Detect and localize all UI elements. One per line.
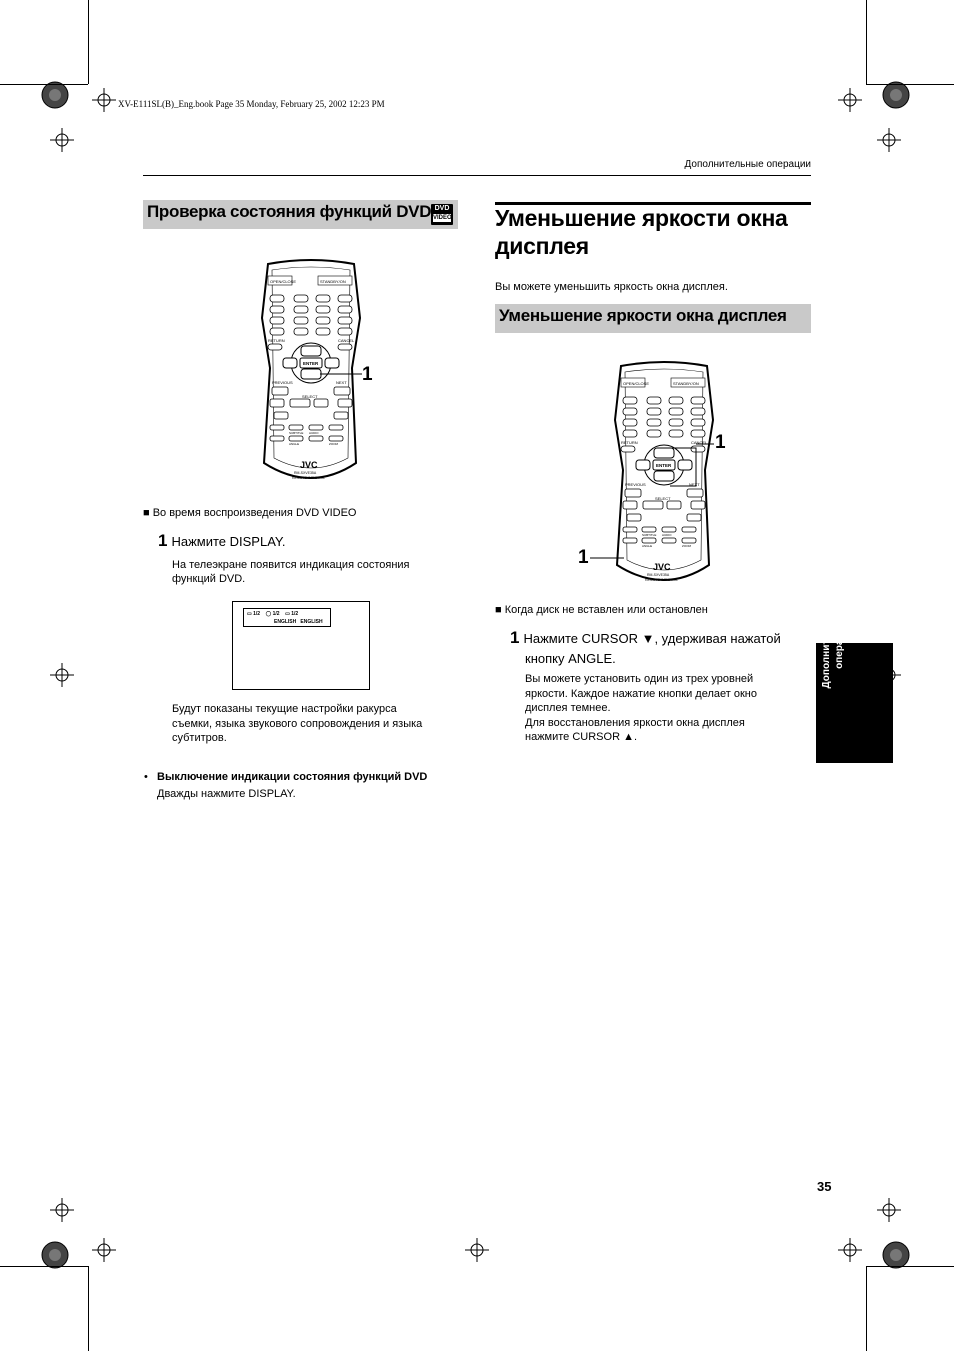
trim-line-top-right-v [866, 0, 867, 84]
zoom-label: ZOOM [329, 442, 338, 446]
enter-label: ENTER [656, 463, 672, 468]
left-step-desc-1: На телеэкране появится индикация состояния [172, 559, 410, 571]
side-tab-label: Дополнительные операции [821, 601, 845, 689]
left-step-1-number: 1 [158, 531, 168, 550]
right-step-1-number: 1 [510, 628, 520, 647]
enter-label: ENTER [303, 361, 319, 366]
page-title [495, 204, 811, 260]
callout-line-angle [590, 553, 624, 563]
trim-line-top-left-v [88, 0, 89, 84]
open-close-label: OPEN/CLOSE [270, 279, 297, 284]
crosshair-mark-right-upper [877, 128, 901, 152]
audio-label: AUDIO [662, 533, 672, 537]
dvd-video-badge [431, 204, 453, 225]
page-number: 35 [817, 1179, 832, 1194]
page-title-line-2: дисплея [495, 233, 589, 259]
left-section-title: Проверка состояния функций DVD [147, 202, 432, 221]
standby-label: STANDBY/ON [320, 279, 346, 284]
right-desc-4: Для восстановления яркости окна дисплея [525, 717, 745, 729]
crosshair-mark-bottom-center [465, 1238, 489, 1262]
remote-caption: REMOTE CONTROL [645, 578, 679, 582]
previous-label: PREVIOUS [625, 482, 646, 487]
model-label: RM-SXVE35A [294, 471, 317, 475]
callout-line-left [320, 369, 362, 379]
crosshair-mark-left-upper [50, 128, 74, 152]
right-intro: Вы можете уменьшить яркость окна дисплея. [495, 281, 728, 293]
right-section-band [495, 304, 811, 333]
badge-bottom: VIDEO [433, 215, 452, 221]
trim-line-bottom-right [866, 1266, 954, 1267]
crosshair-mark-left-middle [50, 663, 74, 687]
trim-line-top-right [866, 84, 954, 85]
crosshair-mark-left-lower [50, 1198, 74, 1222]
previous-label: PREVIOUS [272, 380, 293, 385]
select-label: SELECT [302, 394, 318, 399]
left-step-1-text: Нажмите DISPLAY. [171, 534, 286, 549]
audio-label: AUDIO [309, 431, 319, 435]
remote-caption: REMOTE CONTROL [292, 476, 326, 480]
right-callout-angle: 1 [578, 547, 589, 568]
trim-line-bottom-left-v [88, 1266, 89, 1351]
right-desc-3: дисплея темнее. [525, 702, 611, 714]
crosshair-mark-bottom-right [838, 1238, 862, 1262]
left-step-desc-2: функций DVD. [172, 573, 246, 585]
cancel-label: CANCEL [338, 338, 355, 343]
trim-line-bottom-right-v [866, 1266, 867, 1351]
left-after-3: субтитров. [172, 732, 227, 744]
return-label: RETURN [621, 440, 638, 445]
left-after-2: съемки, языка звукового сопровождения и языка [172, 718, 423, 730]
standby-label: STANDBY/ON [673, 381, 699, 386]
left-step-1 [158, 532, 286, 551]
right-desc-2: яркости. Каждое нажатие кнопки делает окно [525, 688, 757, 700]
print-info-line: XV-E111SL(B)_Eng.book Page 35 Monday, February 25, 2002 12:23 PM [118, 99, 385, 109]
model-label: RM-SXVE35A [647, 573, 670, 577]
right-desc-1: Вы можете установить один из трех уровней [525, 673, 754, 685]
right-step-1-line-2: кнопку ANGLE. [525, 651, 616, 666]
next-label: NEXT [336, 380, 347, 385]
left-callout-number: 1 [362, 364, 373, 385]
trim-line-top-left [0, 84, 88, 85]
bullet-text: Дважды нажмите DISPLAY. [157, 788, 296, 800]
osd-row-values: ▭ 1/2 ◯ 1/2 ▭ 1/2 [247, 611, 299, 617]
open-close-label: OPEN/CLOSE [623, 381, 650, 386]
select-label: SELECT [655, 496, 671, 501]
trim-line-bottom-left [0, 1266, 88, 1267]
tv-screen-illustration [232, 601, 370, 690]
badge-top: DVD [434, 205, 450, 212]
page-title-line-1: Уменьшение яркости окна [495, 205, 788, 231]
chapter-side-tab [816, 601, 893, 763]
right-desc-5: нажмите CURSOR ▲. [525, 731, 638, 743]
crosshair-mark-right-lower [877, 1198, 901, 1222]
crosshair-mark-top-right [838, 88, 862, 112]
bullet-title: Выключение индикации состояния функций DVD [157, 771, 428, 783]
left-condition: ■ Во время воспроизведения DVD VIDEO [143, 507, 357, 519]
running-header: Дополнительные операции [684, 159, 811, 170]
right-condition: ■ Когда диск не вставлен или остановлен [495, 604, 708, 616]
crosshair-mark-bottom-left [92, 1238, 116, 1262]
callout-bracket-right [670, 436, 714, 496]
right-callout-cursor: 1 [715, 432, 726, 453]
right-step-1 [510, 629, 781, 648]
status-osd [243, 608, 331, 627]
right-step-1-line-1: Нажмите CURSOR ▼, удерживая нажатой [523, 631, 781, 646]
bullet-dot: • [144, 771, 148, 783]
left-after-1: Будут показаны текущие настройки ракурса [172, 703, 397, 715]
angle-label: ANGLE [289, 442, 300, 446]
osd-row-languages: ENGLISH ENGLISH [274, 619, 323, 625]
crosshair-mark-top [92, 88, 116, 112]
angle-label: ANGLE [642, 544, 653, 548]
header-rule [143, 175, 811, 176]
brand-logo: JVC [653, 562, 671, 572]
subtitle-label: SUBTITLE [289, 431, 304, 435]
subtitle-label: SUBTITLE [642, 533, 657, 537]
next-label: NEXT [689, 482, 700, 487]
brand-logo: JVC [300, 460, 318, 470]
zoom-label: ZOOM [682, 544, 691, 548]
right-section-title: Уменьшение яркости окна дисплея [499, 306, 787, 325]
return-label: RETURN [268, 338, 285, 343]
cancel-label: CANCEL [691, 440, 708, 445]
left-section-band [143, 200, 458, 229]
